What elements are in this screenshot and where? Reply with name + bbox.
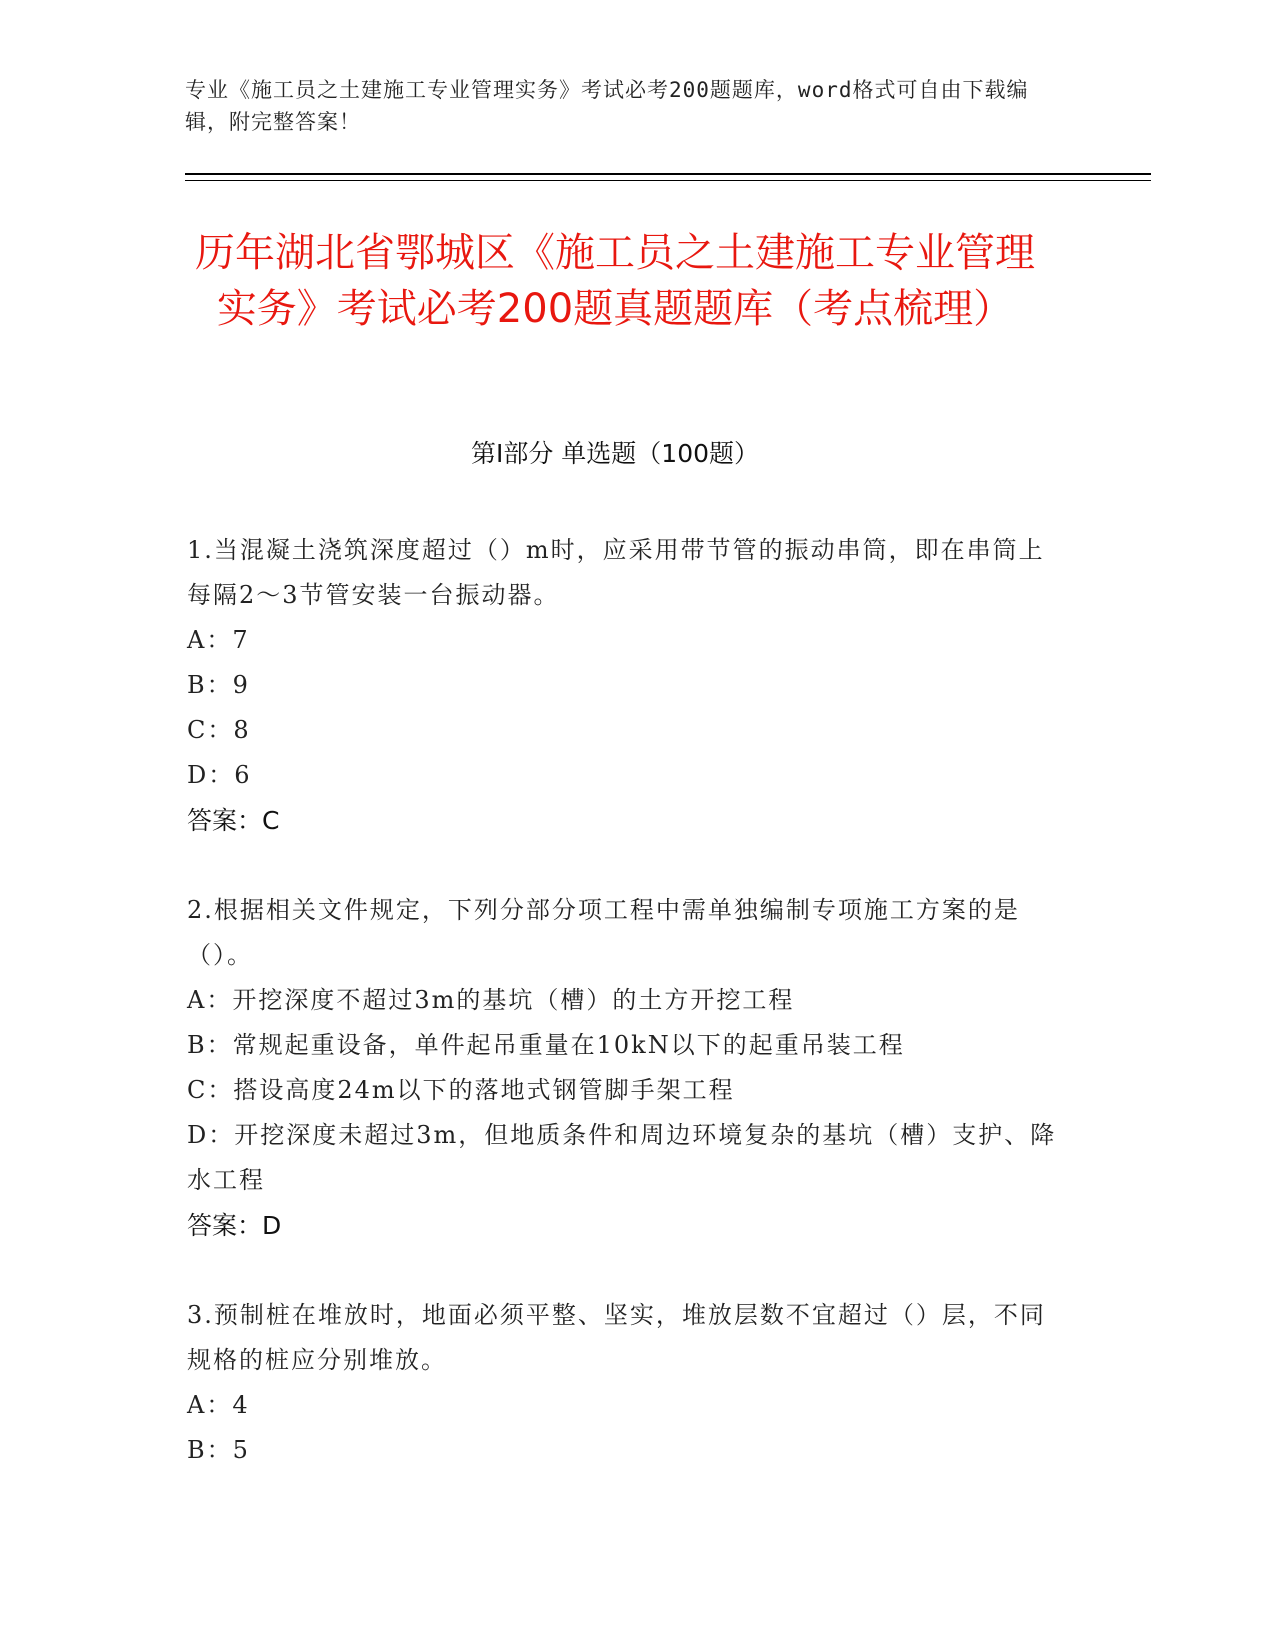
answer: 答案：C [187, 806, 280, 835]
answer: 答案：D [187, 1211, 282, 1240]
option-d: D：开挖深度未超过3m，但地质条件和周边环境复杂的基坑（槽）支护、降水工程 [187, 1121, 1057, 1194]
option-a: A：7 [187, 626, 250, 654]
question-3 [187, 1293, 1067, 1473]
question-1 [187, 528, 1067, 843]
option-c: C：搭设高度24m以下的落地式钢管脚手架工程 [187, 1076, 735, 1104]
option-c: C：8 [187, 716, 251, 744]
option-a: A：开挖深度不超过3m的基坑（槽）的土方开挖工程 [187, 986, 795, 1014]
question-stem: 3.预制桩在堆放时，地面必须平整、坚实，堆放层数不宜超过（）层，不同规格的桩应分别堆放。 [187, 1301, 1046, 1374]
question-list [187, 528, 1067, 1518]
option-d: D：6 [187, 761, 252, 789]
document-title: 历年湖北省鄂城区《施工员之土建施工专业管理实务》考试必考200题真题题库（考点梳理） [195, 230, 1035, 332]
option-b: B：常规起重设备，单件起吊重量在10kN以下的起重吊装工程 [187, 1031, 905, 1059]
header-rule-thin [185, 180, 1151, 181]
option-a: A：4 [187, 1391, 250, 1419]
question-stem: 2.根据相关文件规定，下列分部分项工程中需单独编制专项施工方案的是（）。 [187, 896, 1020, 969]
option-b: B：9 [187, 671, 250, 699]
question-2 [187, 888, 1067, 1248]
header-rule-thick [185, 173, 1151, 175]
header-note: 专业《施工员之土建施工专业管理实务》考试必考200题题库，word格式可自由下载编辑，附完整答案！ [185, 78, 1029, 134]
option-b: B：5 [187, 1436, 250, 1464]
question-stem: 1.当混凝土浇筑深度超过（）m时，应采用带节管的振动串筒，即在串筒上每隔2～3节管安装一台振动器。 [187, 536, 1045, 609]
section-title: 第Ⅰ部分 单选题（100题） [470, 439, 760, 468]
